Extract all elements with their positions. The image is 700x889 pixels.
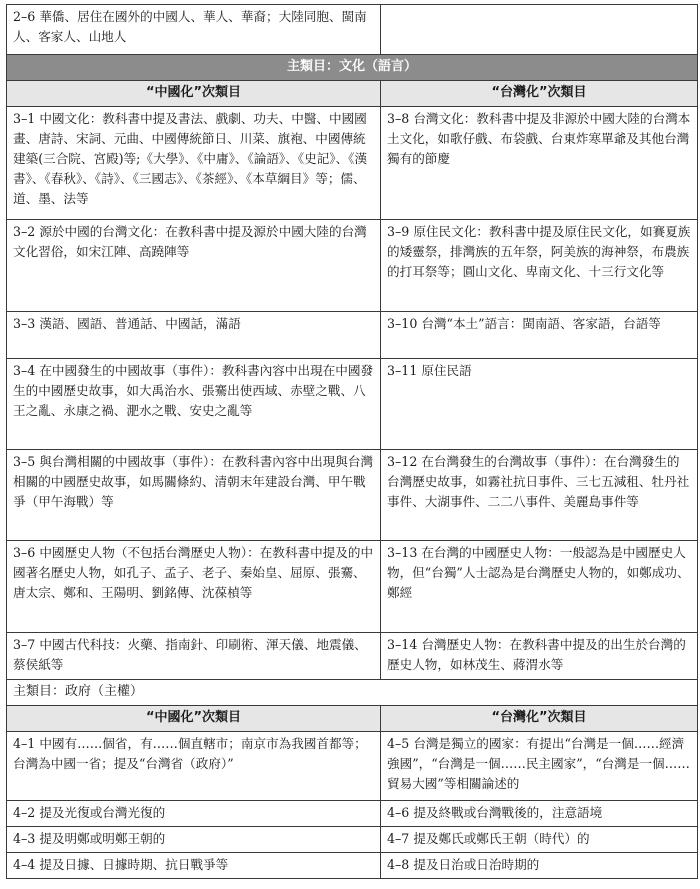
cell-4-6: 4–6 提及終戰或台灣戰後的，注意語境 <box>381 801 698 827</box>
cell-3-2: 3–2 源於中國的台灣文化：在教科書中提及源於中國大陸的台灣文化習俗，如宋江陣、高蹺陣等 <box>7 220 381 312</box>
header-row-government <box>7 706 698 732</box>
header-taiwan: “台灣化”次類目 <box>381 81 698 107</box>
cell-2-6: 2–6 華僑、居住在國外的中國人、華人、華裔；大陸同胞、閩南人、客家人、山地人 <box>7 5 381 55</box>
table-row <box>7 633 698 680</box>
table-row <box>7 5 698 55</box>
cell-4-7: 4–7 提及鄭氏或鄭氏王朝（時代）的 <box>381 827 698 853</box>
header-taiwan: “台灣化”次類目 <box>381 706 698 732</box>
header-china: “中國化”次類目 <box>7 81 381 107</box>
cell-3-13: 3–13 在台灣的中國歷史人物：一般認為是中國歷史人物，但“台獨”人士認為是台灣歷史人物的，如鄭成功、鄭經 <box>381 541 698 633</box>
cell-4-2: 4–2 提及光復或台灣光復的 <box>7 801 381 827</box>
section-title-government: 主類目：政府（主權） <box>7 680 698 706</box>
cell-4-3: 4–3 提及明鄭或明鄭王朝的 <box>7 827 381 853</box>
coding-scheme-table <box>6 4 698 879</box>
table-row <box>7 827 698 853</box>
cell-4-4: 4–4 提及日據、日據時期、抗日戰爭等 <box>7 853 381 879</box>
cell-3-11: 3–11 原住民語 <box>381 359 698 450</box>
table-row <box>7 359 698 450</box>
table-row <box>7 450 698 541</box>
table-row <box>7 853 698 879</box>
cell-3-10: 3–10 台灣“本土”語言：閩南語、客家語，台語等 <box>381 312 698 359</box>
cell-3-14: 3–14 台灣歷史人物：在教科書中提及的出生於台灣的歷史人物，如林茂生、蔣渭水等 <box>381 633 698 680</box>
table-row <box>7 732 698 801</box>
header-row-culture <box>7 81 698 107</box>
section-government <box>7 680 698 706</box>
cell-3-4: 3–4 在中國發生的中國故事（事件）：教科書內容中出現在中國發生的中國歷史故事，如大禹治水、張騫出使西域、赤壁之戰、八王之亂、永康之禍、淝水之戰、安史之亂等 <box>7 359 381 450</box>
section-title-culture: 主類目：文化（語言） <box>7 55 698 81</box>
cell-3-3: 3–3 漢語、國語、普通話、中國話，滿語 <box>7 312 381 359</box>
cell-4-5: 4–5 台灣是獨立的國家：有提出“台灣是一個……經濟強國”，“台灣是一個……民主國家”，“台灣是一個……貿易大國”等相關論述的 <box>381 732 698 801</box>
cell-4-8: 4–8 提及日治或日治時期的 <box>381 853 698 879</box>
cell-3-12: 3–12 在台灣發生的台灣故事（事件）：在台灣發生的台灣歷史故事，如霧社抗日事件、三七五減租、牡丹社事件、大湖事件、二二八事件、美麗島事件等 <box>381 450 698 541</box>
table-row <box>7 107 698 220</box>
cell-3-8: 3–8 台灣文化：教科書中提及非源於中國大陸的台灣本土文化，如歌仔戲、布袋戲、台東炸寒單爺及其他台灣獨有的節慶 <box>381 107 698 220</box>
cell-3-1: 3–1 中國文化：教科書中提及書法、戲劇、功夫、中醫、中國國畫、唐詩、宋詞、元曲、中國傳統節日、川菜、旗袍、中國傳統建築(三合院、宮殿)等;《大學》、《中庸》、《論語》、《史記》、《漢書》、《春秋》、《詩》、《三國志》、《茶經》、《本草綱目》等；儒、道、墨、法等 <box>7 107 381 220</box>
cell-4-1: 4–1 中國有……個省，有……個直轄市；南京市為我國首都等；台灣為中國一省；提及“台灣省（政府）” <box>7 732 381 801</box>
cell-3-7: 3–7 中國古代科技：火藥、指南針、印刷術、渾天儀、地震儀、蔡侯紙等 <box>7 633 381 680</box>
table-row <box>7 312 698 359</box>
table-row <box>7 801 698 827</box>
header-china: “中國化”次類目 <box>7 706 381 732</box>
table-row <box>7 541 698 633</box>
section-culture <box>7 55 698 81</box>
cell-empty <box>381 5 698 55</box>
cell-3-9: 3–9 原住民文化：教科書中提及原住民文化，如賽夏族的矮靈祭，排灣族的五年祭，阿美族的海神祭，布農族的打耳祭等；圓山文化、卑南文化、十三行文化等 <box>381 220 698 312</box>
table-row <box>7 220 698 312</box>
cell-3-6: 3–6 中國歷史人物（不包括台灣歷史人物）：在教科書中提及的中國著名歷史人物，如孔子、孟子、老子、秦始皇、屈原、張騫、唐太宗、鄭和、王陽明、劉銘傳、沈葆楨等 <box>7 541 381 633</box>
cell-3-5: 3–5 與台灣相關的中國故事（事件）：在教科書內容中出現與台灣相關的中國歷史故事，如馬關條約、清朝末年建設台灣、甲午戰爭（甲午海戰）等 <box>7 450 381 541</box>
